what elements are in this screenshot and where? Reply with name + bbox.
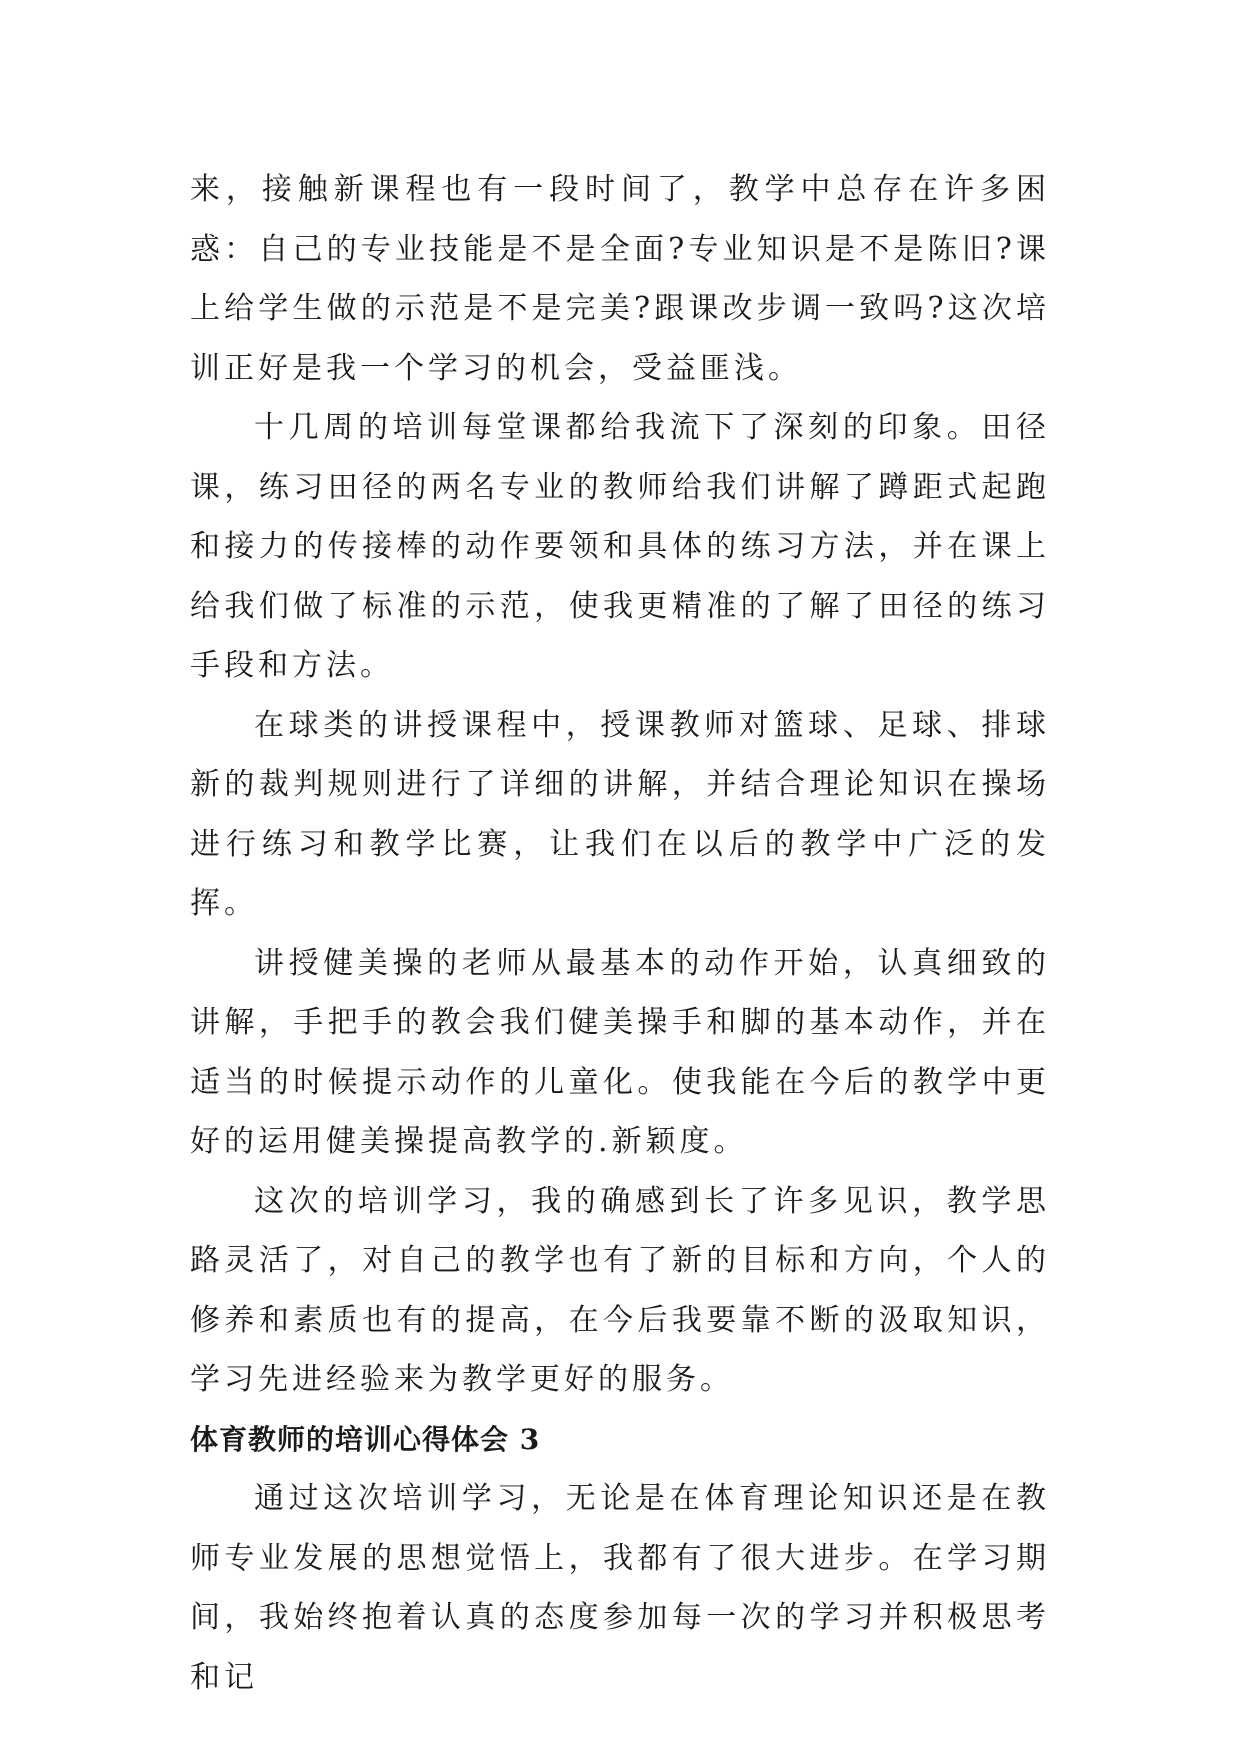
paragraph-aerobics: 讲授健美操的老师从最基本的动作开始，认真细致的讲解，手把手的教会我们健美操手和脚的基本动作，并在适当的时候提示动作的儿童化。使我能在今后的教学中更好的运用健美操提高教学的.新颖度。 — [190, 945, 1050, 1159]
paragraph-continuation: 来，接触新课程也有一段时间了，教学中总存在许多困惑：自己的专业技能是不是全面?专业知识是不是陈旧?课上给学生做的示范是不是完美?跟课改步调一致吗?这次培训正好是我一个学习的机会，受益匪浅。 — [190, 172, 1050, 386]
paragraph-summary: 这次的培训学习，我的确感到长了许多见识，教学思路灵活了，对自己的教学也有了新的目标和方向，个人的修养和素质也有的提高，在今后我要靠不断的汲取知识，学习先进经验来为教学更好的服务。 — [190, 1183, 1050, 1397]
section-heading: 体育教师的培训心得体会 3 — [190, 1422, 541, 1456]
paragraph-ball-games: 在球类的讲授课程中，授课教师对篮球、足球、排球新的裁判规则进行了详细的讲解，并结合理论知识在操场进行练习和教学比赛，让我们在以后的教学中广泛的发挥。 — [190, 707, 1050, 921]
document-body — [190, 160, 1050, 1707]
paragraph-track-training: 十几周的培训每堂课都给我流下了深刻的印象。田径课，练习田径的两名专业的教师给我们讲解了蹲距式起跑和接力的传接棒的动作要领和具体的练习方法，并在课上给我们做了标准的示范，使我更精准的了解了田径的练习手段和方法。 — [190, 410, 1050, 683]
paragraph-section-intro: 通过这次培训学习，无论是在体育理论知识还是在教师专业发展的思想觉悟上，我都有了很大进步。在学习期间，我始终抱着认真的态度参加每一次的学习并积极思考和记 — [190, 1481, 1050, 1695]
